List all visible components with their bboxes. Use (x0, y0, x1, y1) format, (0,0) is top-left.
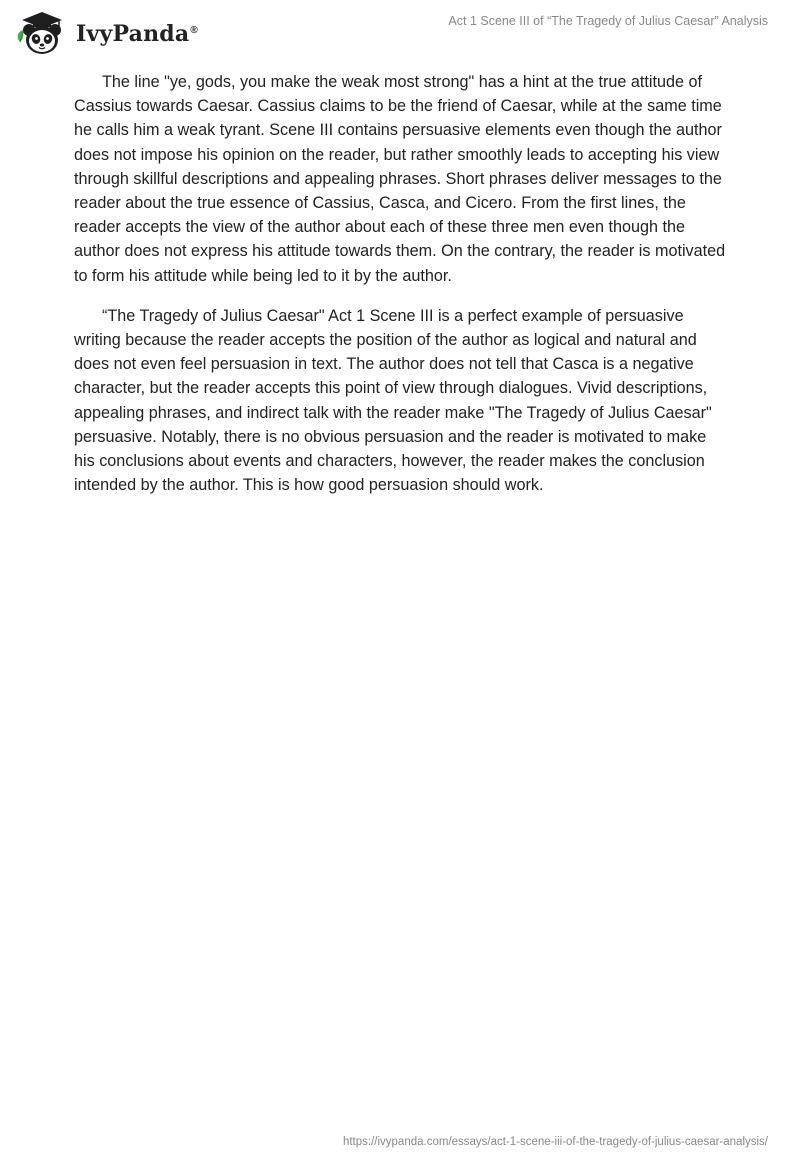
paragraph: The line "ye, gods, you make the weak most strong" has a hint at the true attitude of Cassius towards Caesar. Cassius claims to be the friend of Caesar, while at the same time he calls him a weak tyrant. Scene III contains persuasive elements even though the author does not impose his opinion on the reader, but rather smoothly leads to accepting his view through skillful descriptions and appealing phrases. Short phrases deliver messages to the reader about the true essence of Cassius, Casca, and Cicero. From the first lines, the reader accepts the view of the author about each of these three men even though the author does not express his attitude towards them. On the contrary, the reader is motivated to form his attitude while being led to it by the author. (74, 73, 726, 285)
ivypanda-logo[interactable] (14, 8, 198, 58)
source-url[interactable]: https://ivypanda.com/essays/act-1-scene-iii-of-the-tragedy-of-julius-caesar-analysis/ (342, 1136, 768, 1148)
page-header (0, 0, 800, 70)
paragraph: “The Tragedy of Julius Caesar" Act 1 Scene III is a perfect example of persuasive writing because the reader accepts the position of the author as logical and natural and does not even feel persuasion in text. The author does not tell that Casca is a negative character, but the reader accepts this point of view through dialogues. Vivid descriptions, appealing phrases, and indirect talk with the reader make "The Tragedy of Julius Caesar" persuasive. Notably, there is no obvious persuasion and the reader is motivated to make his conclusions about events and characters, however, the reader makes the conclusion intended by the author. This is how good persuasion should work. (74, 306, 712, 495)
brand-name: IvyPanda® (76, 21, 198, 47)
registered-mark: ® (190, 24, 198, 36)
document-title: Act 1 Scene III of “The Tragedy of Julius Caesar” Analysis (448, 14, 768, 28)
essay-body (74, 70, 730, 513)
panda-graduation-cap-logo-icon (14, 8, 70, 58)
